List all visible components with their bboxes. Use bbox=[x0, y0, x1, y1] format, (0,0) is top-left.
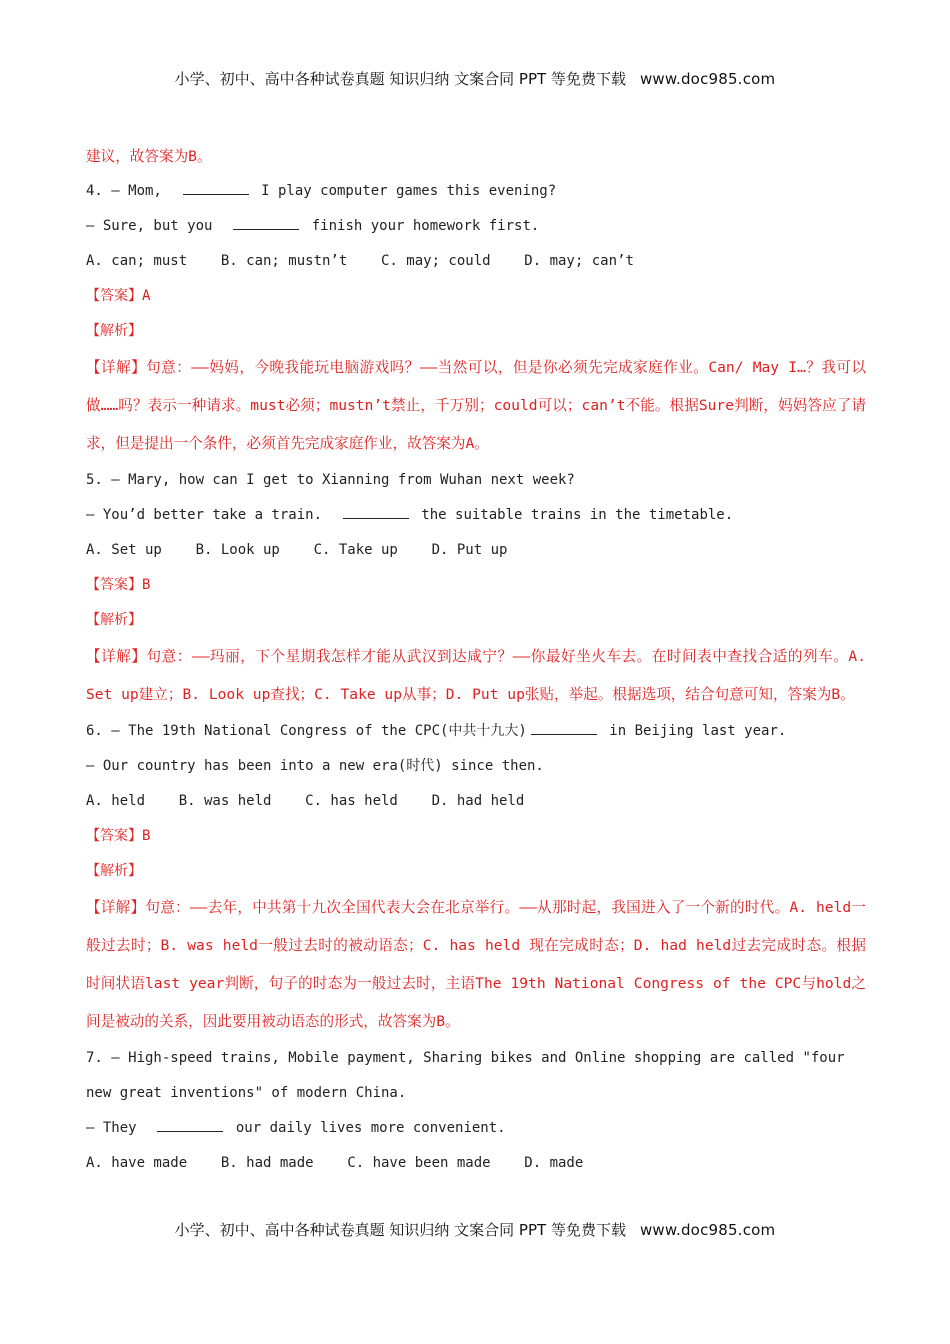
page-header bbox=[0, 68, 950, 89]
q6-line1: 6. — The 19th National Congress of the CPC(中共十九大) in Beijing last year. bbox=[86, 723, 787, 739]
q5-line2: — You’d better take a train. the suitable trains in the timetable. bbox=[86, 507, 734, 523]
answer-blank bbox=[531, 733, 597, 735]
q7-line3: — They our daily lives more convenient. bbox=[86, 1120, 506, 1136]
q4-line1: 4. — Mom, I play computer games this evening? bbox=[86, 183, 557, 199]
q6-line2: — Our country has been into a new era(时代) since then. bbox=[86, 758, 544, 774]
answer-blank bbox=[233, 228, 299, 230]
q6-detail: 【详解】句意：——去年，中共第十九次全国代表大会在北京举行。——从那时起，我国进入了一个新的时代。A. held一般过去时；B. was held一般过去时的被动语态；C. has held 现在完成时态；D. had held过去完成时态。根据时间状语last year判断，句子的时态为一般过去时，主语The 19th National Congress of the CPC与hold之间是被动的关系，因此要用被动语态的形式，故答案为B。 bbox=[86, 899, 866, 1030]
q7-options: A. have made B. had made C. have been made D. made bbox=[86, 1155, 584, 1171]
q5-line1: 5. — Mary, how can I get to Xianning from Wuhan next week? bbox=[86, 472, 575, 488]
q4-detail: 【详解】句意：——妈妈，今晚我能玩电脑游戏吗？——当然可以，但是你必须先完成家庭作业。Can/ May I…？我可以做……吗？表示一种请求。must必须；mustn’t禁止，千万别；could可以；can’t不能。根据Sure判断，妈妈答应了请求，但是提出一个条件，必须首先完成家庭作业，故答案为A。 bbox=[86, 359, 866, 452]
answer-blank bbox=[183, 193, 249, 195]
header-url[interactable]: www.doc985.com bbox=[639, 70, 776, 88]
q5-jiexi: 【解析】 bbox=[86, 612, 142, 628]
q7-line2: new great inventions" of modern China. bbox=[86, 1085, 407, 1101]
q4-jiexi: 【解析】 bbox=[86, 323, 142, 339]
footer-url[interactable]: www.doc985.com bbox=[639, 1221, 776, 1239]
q6-jiexi: 【解析】 bbox=[86, 863, 142, 879]
answer-blank bbox=[157, 1130, 223, 1132]
q5-answer: 【答案】B bbox=[86, 577, 151, 593]
answer-blank bbox=[343, 517, 409, 519]
document-body bbox=[86, 142, 866, 1181]
q6-options: A. held B. was held C. has held D. had held bbox=[86, 793, 525, 809]
q4-answer: 【答案】A bbox=[86, 288, 151, 304]
q7-line1: 7. — High-speed trains, Mobile payment, Sharing bikes and Online shopping are called "four bbox=[86, 1050, 845, 1066]
q4-options: A. can; must B. can; mustn’t C. may; could D. may; can’t bbox=[86, 253, 634, 269]
q6-answer: 【答案】B bbox=[86, 828, 151, 844]
header-text: 小学、初中、高中各种试卷真题 知识归纳 文案合同 PPT 等免费下载 bbox=[174, 70, 626, 88]
q5-detail: 【详解】句意：——玛丽，下个星期我怎样才能从武汉到达咸宁？——你最好坐火车去。在时间表中查找合适的列车。A. Set up建立；B. Look up查找；C. Take up从事；D. Put up张贴，举起。根据选项，结合句意可知，答案为B。 bbox=[86, 648, 866, 703]
q3-tail: 建议，故答案为B。 bbox=[86, 148, 212, 165]
q5-options: A. Set up B. Look up C. Take up D. Put up bbox=[86, 542, 508, 558]
page-footer bbox=[0, 1219, 950, 1240]
q4-line2: — Sure, but you finish your homework first. bbox=[86, 218, 540, 234]
footer-text: 小学、初中、高中各种试卷真题 知识归纳 文案合同 PPT 等免费下载 bbox=[174, 1221, 626, 1239]
